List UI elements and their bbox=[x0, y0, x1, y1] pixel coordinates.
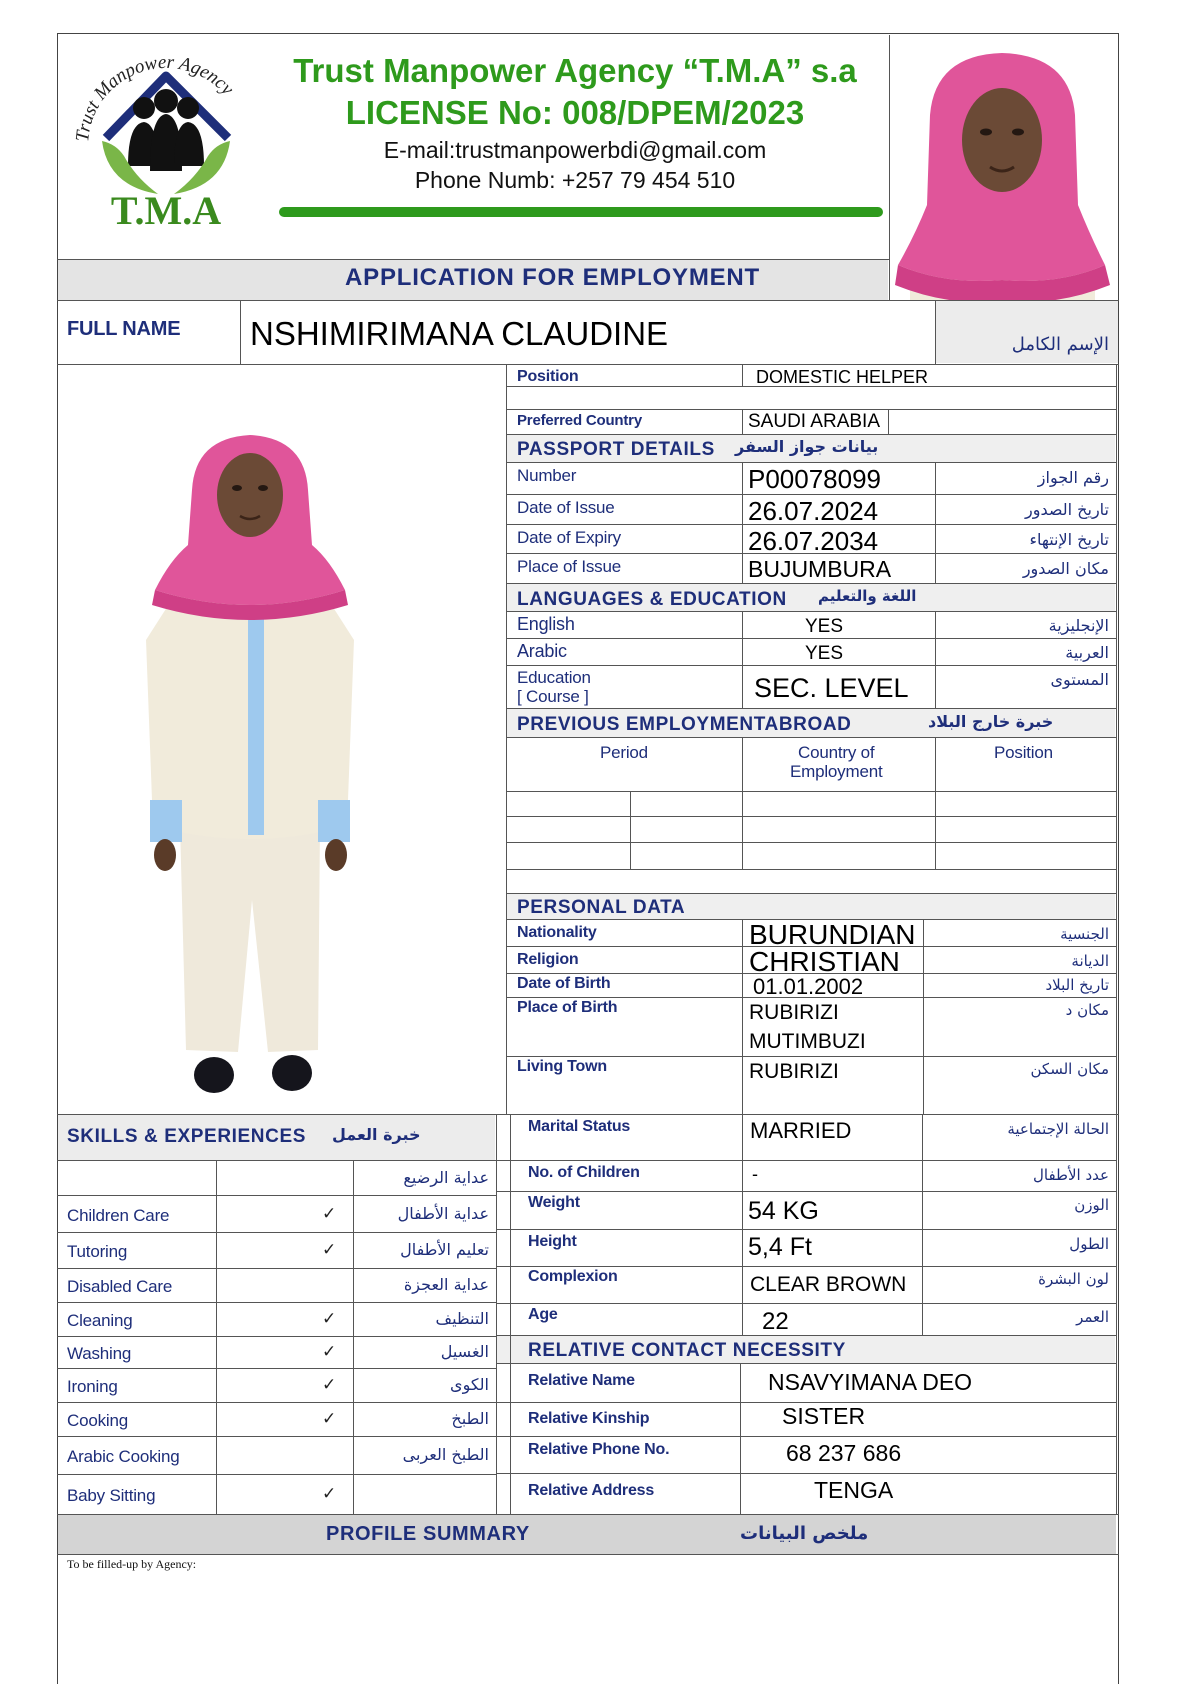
agency-phone: Phone Numb: +257 79 454 510 bbox=[414, 167, 736, 193]
relative-section-title: RELATIVE CONTACT NECESSITY bbox=[528, 1340, 846, 1361]
preferred-country-value: SAUDI ARABIA bbox=[748, 411, 880, 432]
personal-data-title: PERSONAL DATA bbox=[517, 897, 686, 918]
passport-row-label-ar: رقم الجواز bbox=[1037, 468, 1109, 487]
children-value: - bbox=[752, 1164, 758, 1184]
full-body-photo bbox=[140, 430, 360, 1110]
agency-logo bbox=[66, 46, 266, 231]
height-value: 5,4 Ft bbox=[748, 1233, 812, 1261]
full-name-value: NSHIMIRIMANA CLAUDINE bbox=[250, 315, 669, 352]
skill-label-ar: عداية الأطفال bbox=[397, 1203, 489, 1223]
full-name-label-ar: الإسم الكامل bbox=[1011, 334, 1109, 355]
passport-row-label: Date of Issue bbox=[517, 498, 615, 517]
dob-value: 01.01.2002 bbox=[753, 974, 864, 999]
skill-label-ar: التنظيف bbox=[435, 1309, 489, 1328]
relative-kinship-label: Relative Kinship bbox=[528, 1410, 650, 1427]
skills-section-title: SKILLS & EXPERIENCES bbox=[67, 1126, 306, 1147]
education-value: SEC. LEVEL bbox=[754, 673, 909, 703]
skill-label-ar: عداية العجزة bbox=[403, 1275, 489, 1294]
weight-label: Weight bbox=[528, 1194, 580, 1211]
prev-employment-title-ar: خبرة خارج البلاد bbox=[928, 712, 1054, 731]
english-label: English bbox=[517, 614, 575, 634]
weight-label-ar: الوزن bbox=[1074, 1196, 1109, 1214]
complexion-label: Complexion bbox=[528, 1268, 618, 1285]
weight-value: 54 KG bbox=[748, 1197, 819, 1225]
education-course-label: [ Course ] bbox=[517, 687, 589, 706]
living-town-label-ar: مكان السكن bbox=[1030, 1060, 1109, 1078]
skill-label-ar: تعليم الأطفال bbox=[400, 1240, 489, 1259]
passport-row-value: 26.07.2034 bbox=[748, 526, 879, 556]
arabic-label: Arabic bbox=[517, 641, 567, 661]
relative-kinship-value: SISTER bbox=[782, 1403, 866, 1429]
relative-phone-value: 68 237 686 bbox=[786, 1440, 902, 1466]
living-town-value: RUBIRIZI bbox=[749, 1060, 839, 1083]
relative-name-label: Relative Name bbox=[528, 1372, 635, 1389]
logo-initials: T.M.A bbox=[110, 188, 222, 231]
skill-label: Cleaning bbox=[67, 1311, 133, 1330]
position-col-header: Position bbox=[994, 743, 1053, 762]
position-value: DOMESTIC HELPER bbox=[756, 367, 929, 387]
height-label: Height bbox=[528, 1233, 577, 1250]
relative-address-label: Relative Address bbox=[528, 1482, 655, 1499]
skill-label-ar: عداية الرضيع bbox=[403, 1167, 489, 1187]
height-label-ar: الطول bbox=[1069, 1235, 1109, 1253]
skill-check-icon[interactable]: ✓ bbox=[322, 1484, 337, 1504]
relative-phone-label: Relative Phone No. bbox=[528, 1441, 670, 1458]
position-label: Position bbox=[517, 368, 579, 385]
passport-row-value: 26.07.2024 bbox=[748, 496, 879, 526]
logo-arc-text: Trust Manpower Agency bbox=[72, 51, 238, 143]
profile-summary-title: PROFILE SUMMARY bbox=[326, 1523, 530, 1545]
form-title: APPLICATION FOR EMPLOYMENT bbox=[345, 264, 761, 291]
religion-value: CHRISTIAN bbox=[749, 946, 900, 977]
passport-section-title-ar: بيانات جواز السفر bbox=[735, 437, 879, 456]
skill-label: Children Care bbox=[67, 1205, 170, 1225]
profile-summary-title-ar: ملخص البيانات bbox=[740, 1523, 869, 1544]
arabic-value: YES bbox=[805, 643, 844, 664]
skill-label-ar: الغسيل bbox=[440, 1342, 489, 1361]
license-number: LICENSE No: 008/DPEM/2023 bbox=[345, 94, 805, 131]
preferred-country-label: Preferred Country bbox=[517, 412, 642, 429]
dob-label: Date of Birth bbox=[517, 975, 611, 992]
skill-label: Disabled Care bbox=[67, 1277, 173, 1296]
skill-label: Ironing bbox=[67, 1377, 118, 1396]
pob-value-1: RUBIRIZI bbox=[749, 1001, 839, 1024]
skill-label: Washing bbox=[67, 1344, 132, 1363]
skill-check-icon[interactable]: ✓ bbox=[322, 1203, 337, 1224]
skill-label: Cooking bbox=[67, 1411, 128, 1430]
skill-label: Tutoring bbox=[67, 1242, 128, 1261]
passport-row-label-ar: تاريخ الصدور bbox=[1025, 500, 1109, 519]
religion-label: Religion bbox=[517, 951, 579, 968]
children-label-ar: عدد الأطفال bbox=[1033, 1166, 1109, 1184]
passport-row-label-ar: تاريخ الإنتهاء bbox=[1029, 530, 1109, 549]
header-green-bar bbox=[279, 207, 883, 217]
full-name-label: FULL NAME bbox=[67, 318, 181, 340]
skill-label: Baby Sitting bbox=[67, 1486, 156, 1505]
country-col-header: Country of bbox=[798, 743, 875, 762]
passport-row-label-ar: مكان الصدور bbox=[1022, 559, 1109, 578]
passport-row-label: Date of Expiry bbox=[517, 528, 621, 547]
skill-check-icon[interactable]: ✓ bbox=[322, 1342, 337, 1362]
skill-check-icon[interactable]: ✓ bbox=[322, 1240, 337, 1260]
nationality-label: Nationality bbox=[517, 924, 597, 941]
passport-row-value: P00078099 bbox=[748, 464, 882, 494]
passport-section-title: PASSPORT DETAILS bbox=[517, 439, 715, 460]
skill-label-ar: الكوى bbox=[450, 1375, 489, 1394]
passport-row-label: Place of Issue bbox=[517, 557, 621, 576]
pob-label: Place of Birth bbox=[517, 999, 618, 1016]
agency-name: Trust Manpower Agency “T.M.A” s.a bbox=[293, 52, 857, 89]
pob-value-2: MUTIMBUZI bbox=[749, 1030, 866, 1053]
relative-address-value: TENGA bbox=[814, 1477, 894, 1503]
age-label-ar: العمر bbox=[1076, 1308, 1109, 1326]
marital-status-label-ar: الحالة الإجتماعية bbox=[1007, 1120, 1109, 1138]
arabic-label-ar: العربية bbox=[1065, 643, 1109, 662]
skill-label-ar: الطبخ العربى bbox=[402, 1445, 489, 1464]
age-label: Age bbox=[528, 1306, 558, 1323]
languages-section-title: LANGUAGES & EDUCATION bbox=[517, 589, 787, 610]
dob-label-ar: تاريخ البلاد bbox=[1045, 976, 1109, 994]
complexion-label-ar: لون البشرة bbox=[1038, 1270, 1109, 1288]
education-label-ar: المستوى bbox=[1050, 670, 1109, 689]
agency-email: E-mail:trustmanpowerbdi@gmail.com bbox=[383, 137, 767, 163]
english-value: YES bbox=[805, 616, 844, 637]
skill-check-icon[interactable]: ✓ bbox=[322, 1409, 337, 1429]
country-col-header-2: Employment bbox=[790, 762, 883, 781]
passport-row-value: BUJUMBURA bbox=[748, 556, 892, 582]
relative-name-value: NSAVYIMANA DEO bbox=[768, 1369, 973, 1395]
prev-employment-title: PREVIOUS EMPLOYMENTABROAD bbox=[517, 714, 852, 735]
skill-label: Arabic Cooking bbox=[67, 1447, 180, 1466]
period-col-header: Period bbox=[600, 743, 648, 762]
languages-section-title-ar: اللغة والتعليم bbox=[818, 587, 917, 605]
religion-label-ar: الديانة bbox=[1071, 952, 1109, 970]
children-label: No. of Children bbox=[528, 1164, 640, 1181]
living-town-label: Living Town bbox=[517, 1058, 607, 1075]
agency-note: To be filled-up by Agency: bbox=[67, 1557, 197, 1571]
marital-status-value: MARRIED bbox=[750, 1118, 852, 1143]
education-label: Education bbox=[517, 668, 591, 687]
pob-label-ar: مكان د bbox=[1065, 1001, 1109, 1019]
english-label-ar: الإنجليزية bbox=[1048, 616, 1109, 635]
nationality-value: BURUNDIAN bbox=[749, 919, 916, 950]
skills-section-title-ar: خبرة العمل bbox=[332, 1125, 421, 1144]
skill-label-ar: الطبخ bbox=[451, 1409, 489, 1428]
portrait-photo bbox=[889, 35, 1114, 300]
skill-check-icon[interactable]: ✓ bbox=[322, 1309, 337, 1329]
complexion-value: CLEAR BROWN bbox=[750, 1273, 907, 1296]
passport-row-label: Number bbox=[517, 466, 577, 485]
nationality-label-ar: الجنسية bbox=[1060, 925, 1109, 943]
marital-status-label: Marital Status bbox=[528, 1118, 631, 1135]
skill-check-icon[interactable]: ✓ bbox=[322, 1375, 337, 1395]
age-value: 22 bbox=[762, 1308, 789, 1335]
